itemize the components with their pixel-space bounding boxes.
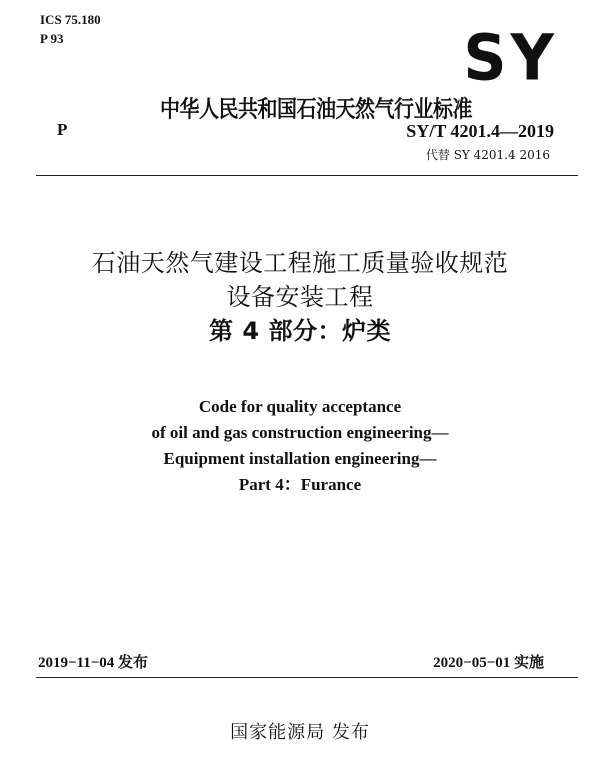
category-letter: P bbox=[57, 120, 68, 139]
ccs-code: P 93 bbox=[40, 31, 64, 46]
english-title-line-3: Equipment installation engineering— bbox=[163, 449, 437, 468]
issue-date: 2019−11−04 发布 bbox=[38, 655, 149, 671]
chinese-title bbox=[0, 246, 600, 348]
standard-number: SY/T 4201.4—2019 bbox=[406, 121, 554, 141]
ics-code: ICS 75.180 bbox=[40, 12, 101, 27]
standard-body-title: 中华人民共和国石油天然气行业标准 bbox=[160, 94, 472, 123]
english-title-line-2: of oil and gas construction engineering— bbox=[151, 423, 449, 442]
issuing-authority: 国家能源局 发布 bbox=[230, 722, 370, 743]
top-divider bbox=[36, 175, 578, 176]
replaces-standard: 代替 SY 4201.4 2016 bbox=[425, 148, 550, 162]
english-title bbox=[0, 394, 600, 498]
implementation-date: 2020−05−01 实施 bbox=[433, 655, 544, 671]
english-title-line-4: Part 4：Furance bbox=[238, 475, 362, 494]
english-title-line-1: Code for quality acceptance bbox=[198, 397, 402, 416]
chinese-title-line-2: 设备安装工程 bbox=[226, 283, 374, 311]
sy-logo: SY bbox=[463, 22, 558, 96]
bottom-divider bbox=[36, 677, 578, 678]
chinese-title-line-3: 第 4 部分：炉类 bbox=[209, 317, 391, 345]
chinese-title-line-1: 石油天然气建设工程施工质量验收规范 bbox=[91, 249, 509, 277]
